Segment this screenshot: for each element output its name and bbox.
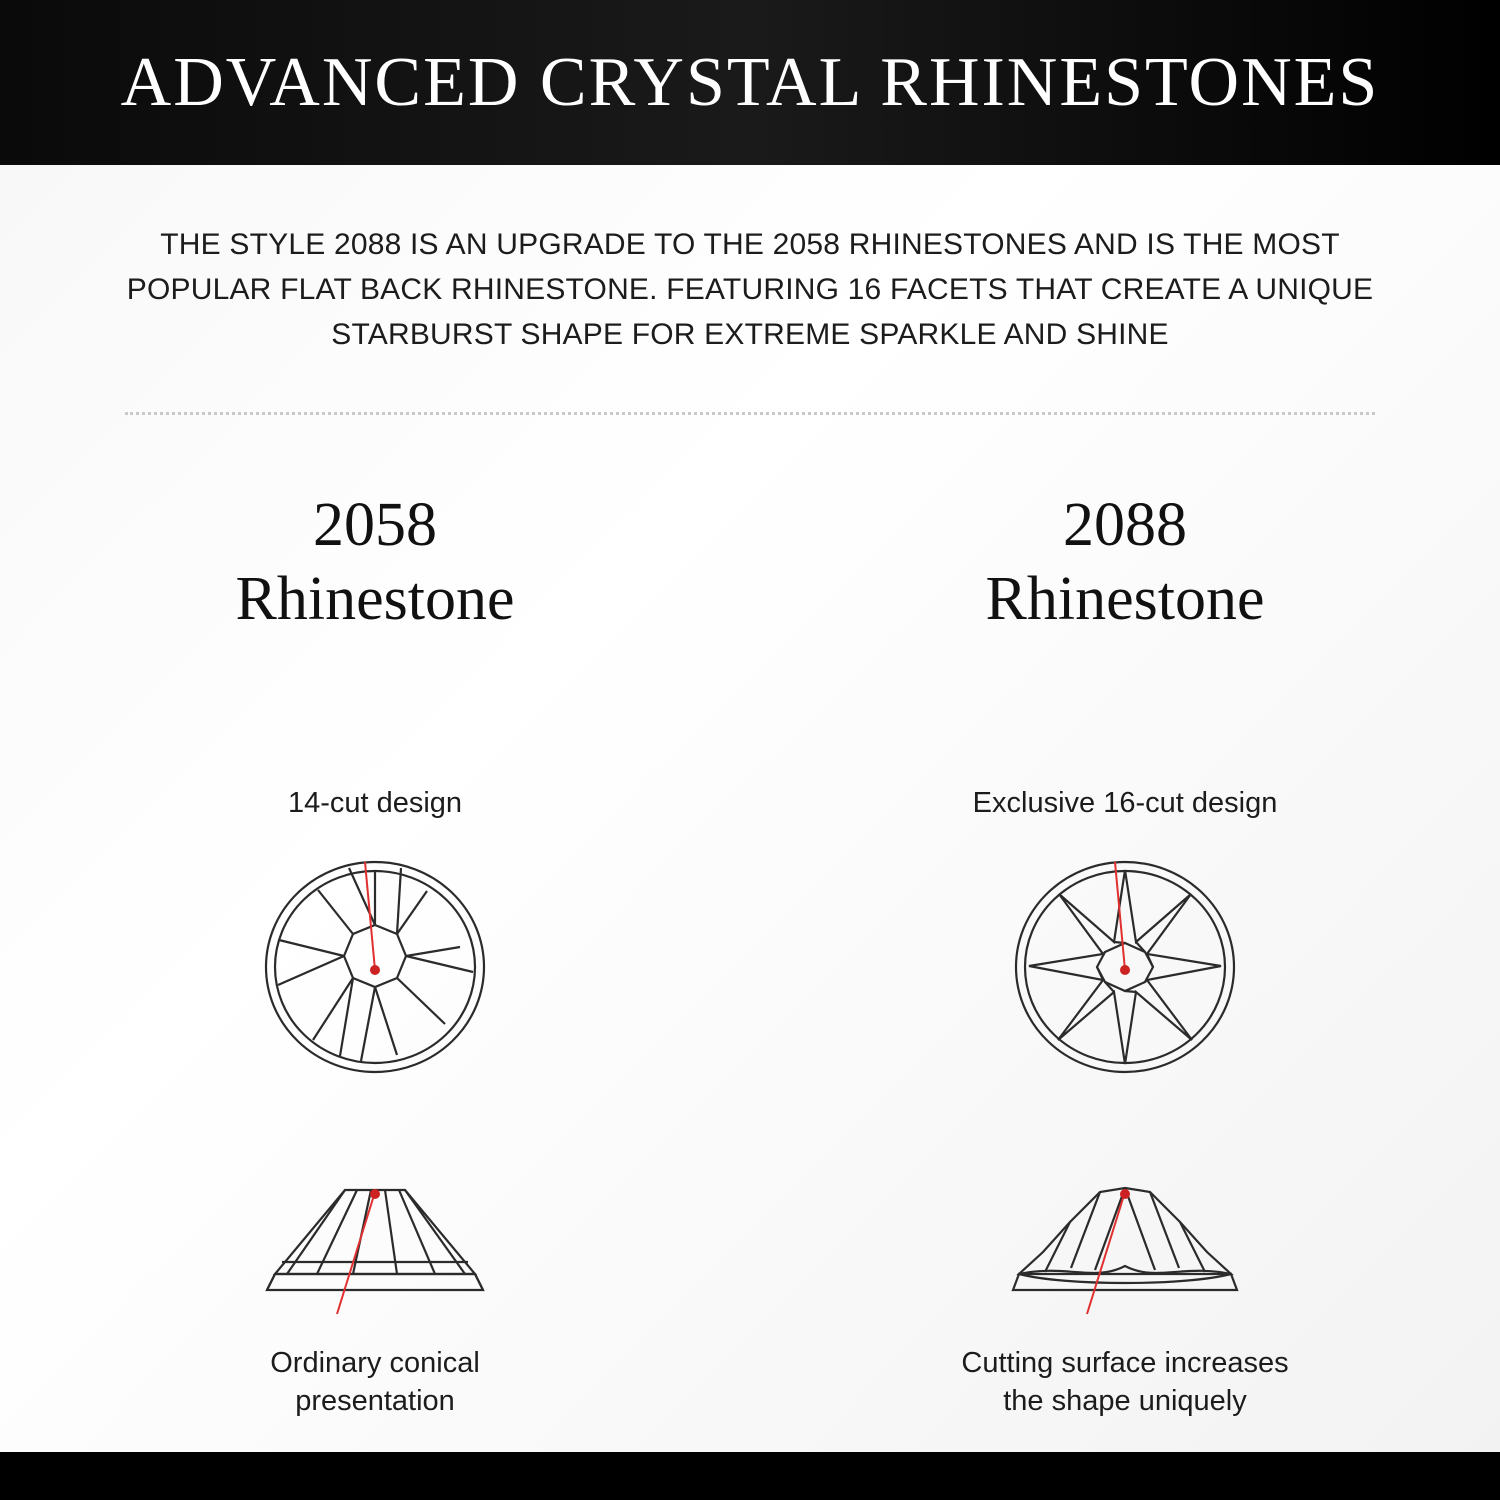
column-2088-top-caption: Exclusive 16-cut design (972, 787, 1278, 819)
column-2088-title (986, 488, 1265, 636)
column-2058-bottom-caption-line2: presentation (295, 1385, 455, 1417)
column-2058-top-caption: 14-cut design (287, 787, 463, 819)
rhinestone-side-starburst-icon (975, 1178, 1275, 1318)
column-2058-number: 2058 (312, 491, 437, 559)
column-2088-bottom-caption (961, 1344, 1288, 1420)
column-2058-bottom-caption-line1: Ordinary conical (270, 1347, 480, 1379)
header-banner (0, 0, 1500, 165)
column-2088-number: 2088 (1062, 491, 1187, 559)
column-2088-bottom-caption-line1: Cutting surface increases (961, 1347, 1289, 1379)
column-2058 (0, 470, 750, 1420)
footer-bar (0, 1452, 1500, 1500)
column-2088 (750, 470, 1500, 1420)
column-2088-bottom-caption-line2: the shape uniquely (1003, 1385, 1247, 1417)
comparison-columns (0, 470, 1500, 1420)
intro-paragraph: THE STYLE 2088 IS AN UPGRADE TO THE 2058 RHINESTONES AND IS THE MOST POPULAR FLAT BACK RHINESTONE. FEATURING 16 FACETS THAT CREATE A UNIQUE STARBURST SHAPE FOR EXTREME SPARKLE AND SHINE (126, 228, 1374, 351)
column-2058-title (236, 488, 515, 636)
dotted-divider (125, 412, 1375, 418)
page-title: ADVANCED CRYSTAL RHINESTONES (120, 43, 1380, 121)
rhinestone-top-14-cut-icon (245, 842, 505, 1092)
column-2058-bottom-caption (270, 1344, 480, 1420)
column-2058-name: Rhinestone (235, 565, 515, 633)
rhinestone-top-16-cut-starburst-icon (995, 842, 1255, 1092)
column-2088-name: Rhinestone (985, 565, 1265, 633)
rhinestone-side-conical-icon (225, 1178, 525, 1318)
